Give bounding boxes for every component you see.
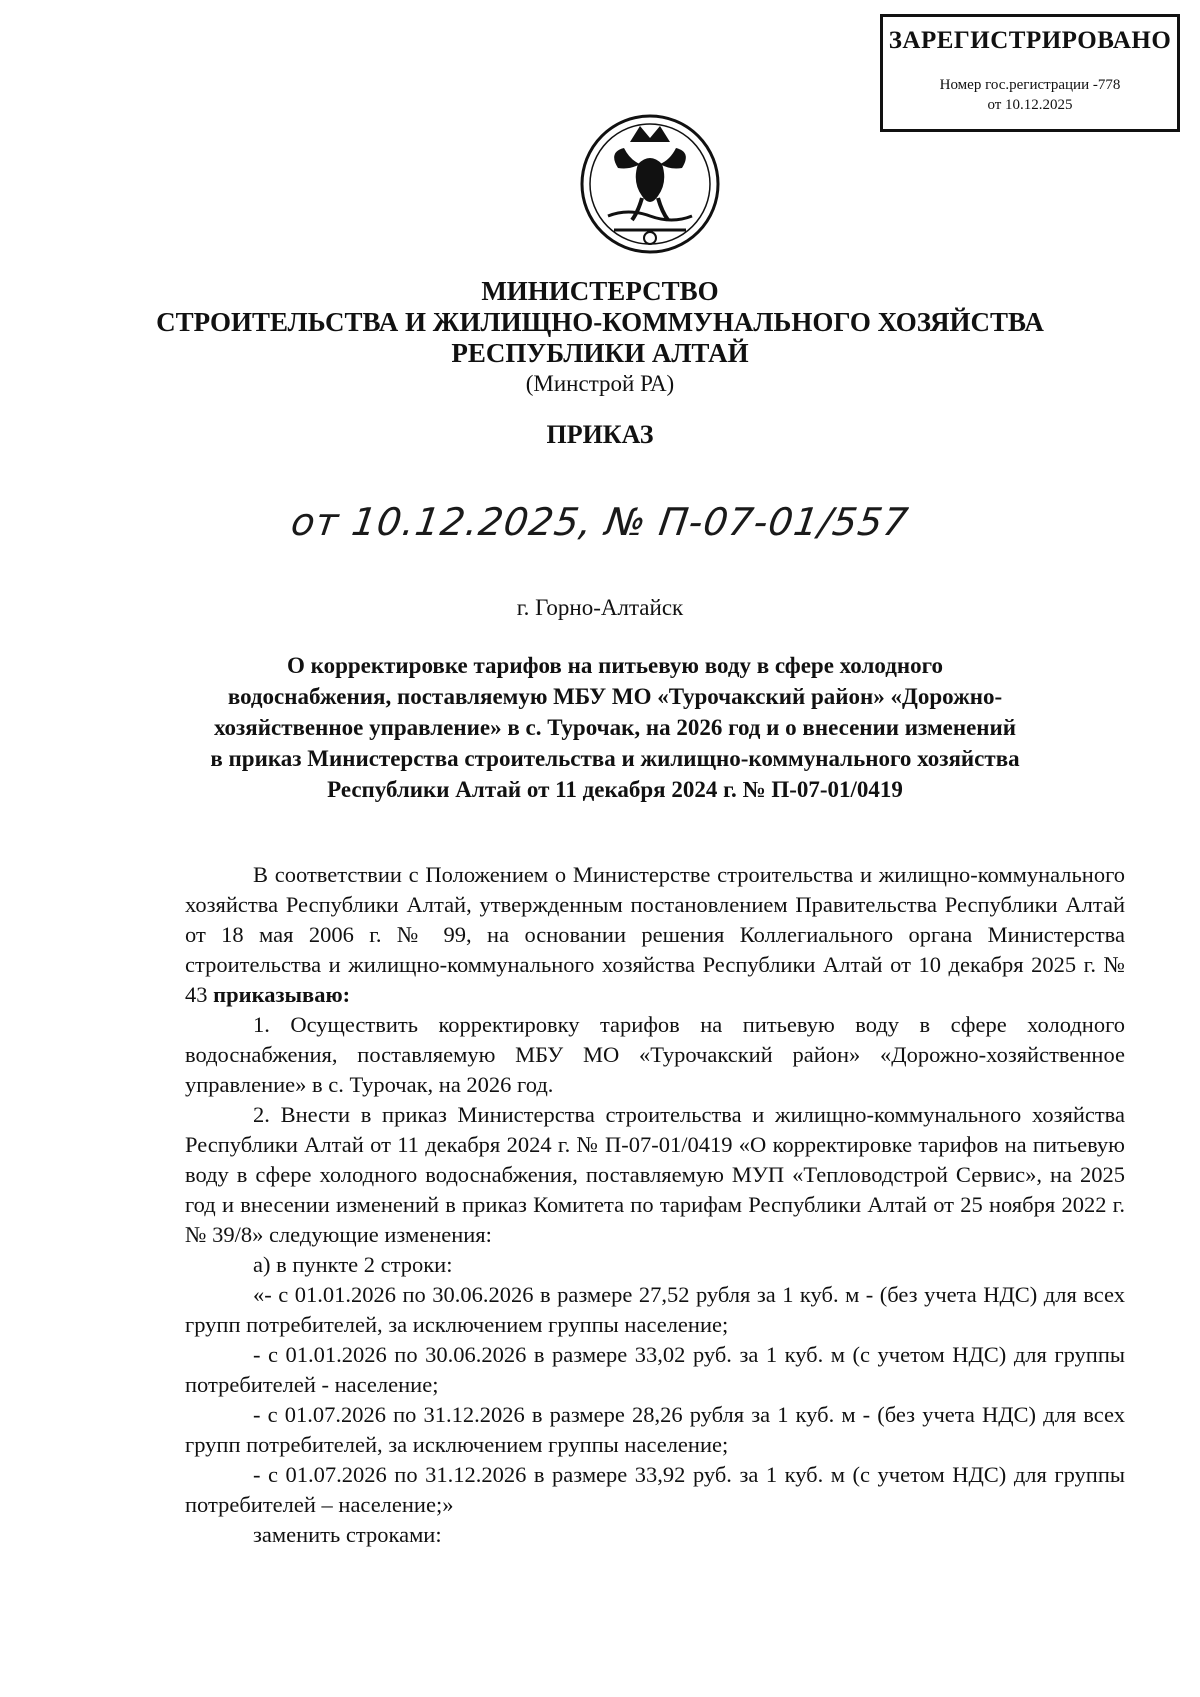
handwritten-date-number: от 10.12.2025, № П-07-01/557 bbox=[288, 500, 912, 544]
ministry-short-name: (Минстрой РА) bbox=[525, 371, 675, 396]
ministry-line-3: РЕСПУБЛИКИ АЛТАЙ bbox=[451, 338, 749, 368]
ministry-line-1: МИНИСТЕРСТВО bbox=[481, 276, 719, 306]
ministry-line-2: СТРОИТЕЛЬСТВА И ЖИЛИЩНО-КОММУНАЛЬНОГО ХОЗЯЙСТВА bbox=[156, 307, 1044, 337]
preamble-order-word: приказываю: bbox=[213, 982, 351, 1007]
city: г. Горно-Алтайск bbox=[516, 595, 684, 620]
tariff-line-3: - с 01.07.2026 по 31.12.2026 в размере 28,26 рубля за 1 куб. м - (без учета НДС) для всех групп потребителей, за исключением группы население; bbox=[185, 1402, 1125, 1457]
title-line: Республики Алтай от 11 декабря 2024 г. № П-07-01/0419 bbox=[327, 777, 903, 802]
sub-item-a: а) в пункте 2 строки: bbox=[253, 1252, 453, 1277]
document-body bbox=[185, 860, 1125, 1550]
title-line: О корректировке тарифов на питьевую воду в сфере холодного bbox=[287, 653, 943, 678]
coat-of-arms-emblem bbox=[578, 112, 722, 256]
registration-stamp bbox=[880, 14, 1180, 132]
tariff-line-1: «- с 01.01.2026 по 30.06.2026 в размере 27,52 рубля за 1 куб. м - (без учета НДС) для всех групп потребителей, за исключением группы население; bbox=[185, 1282, 1125, 1337]
title-line: в приказ Министерства строительства и жилищно-коммунального хозяйства bbox=[210, 746, 1020, 771]
preamble-text: В соответствии с Положением о Министерстве строительства и жилищно-коммунального хозяйства Республики Алтай, утвержденным постановлением Правительства Республики Алтай от 18 мая 2006 г. № 99, на основании решения Коллегиального органа Министерства строительства и жилищно-коммунального хозяйства Республики Алтай от 10 декабря 2025 г. № 43 bbox=[185, 862, 1125, 1007]
document-title bbox=[175, 650, 1055, 805]
tariff-line-2: - с 01.01.2026 по 30.06.2026 в размере 33,02 руб. за 1 куб. м (с учетом НДС) для группы потребителей - население; bbox=[185, 1342, 1125, 1397]
title-line: водоснабжения, поставляемую МБУ МО «Турочакский район» «Дорожно- bbox=[227, 684, 1003, 709]
item-2: 2. Внести в приказ Министерства строительства и жилищно-коммунального хозяйства Республики Алтай от 11 декабря 2024 г. № П-07-01/0419 «О корректировке тарифов на питьевую воду в сфере холодного водоснабжения, поставляемую МУП «Тепловодстрой Сервис», на 2025 год и внесении изменений в приказ Комитета по тарифам Республики Алтай от 25 ноября 2022 г. № 39/8» следующие изменения: bbox=[185, 1102, 1125, 1247]
tariff-line-4: - с 01.07.2026 по 31.12.2026 в размере 33,92 руб. за 1 куб. м (с учетом НДС) для группы потребителей – население;» bbox=[185, 1462, 1125, 1517]
preamble-paragraph bbox=[185, 860, 1125, 1010]
document-type: ПРИКАЗ bbox=[546, 420, 654, 449]
item-1: 1. Осуществить корректировку тарифов на питьевую воду в сфере холодного водоснабжения, поставляемую МБУ МО «Турочакский район» «Дорожно-хозяйственное управление» в с. Турочак, на 2026 год. bbox=[185, 1012, 1125, 1097]
stamp-reg-date: от 10.12.2025 bbox=[987, 97, 1073, 113]
replace-with: заменить строками: bbox=[253, 1522, 442, 1547]
stamp-reg-number: Номер гос.регистрации -778 bbox=[939, 77, 1121, 93]
title-line: хозяйственное управление» в с. Турочак, на 2026 год и о внесении изменений bbox=[213, 715, 1017, 740]
stamp-title: ЗАРЕГИСТРИРОВАНО bbox=[888, 27, 1172, 54]
ministry-header bbox=[0, 276, 1200, 399]
